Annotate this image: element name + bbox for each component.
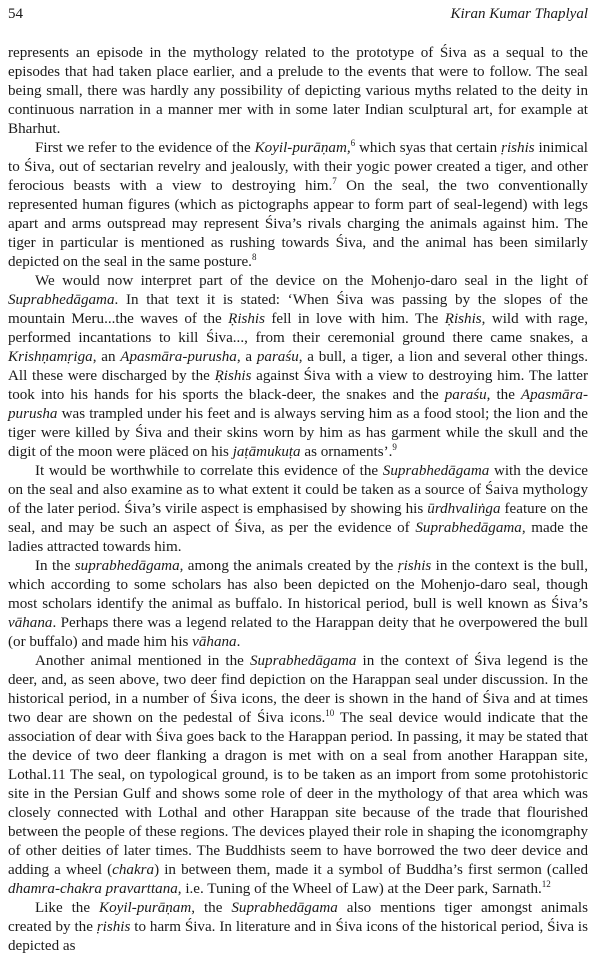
text-run: also mentions tiger amongst animals created by the: [8, 900, 588, 935]
text-run: fell in love with him. The: [265, 311, 445, 327]
text-run: to harm Śiva. In literature and in Śiva icons of the historical period, Śiva is depicted as: [8, 919, 588, 954]
paragraph-1: [8, 44, 588, 139]
italic-term: Apasmāra-purusha: [120, 349, 237, 365]
paragraph-7: [8, 899, 588, 956]
text-run: ) in between them, made it a symbol of Buddha’s first sermon (called: [154, 862, 588, 878]
italic-term: Koyil-purāṇam,: [254, 140, 351, 156]
italic-term: Ṛishis: [214, 368, 252, 384]
text-run: .: [236, 634, 241, 650]
italic-term: Suprabhedāgama: [415, 520, 522, 536]
paragraph-4: [8, 462, 588, 557]
text-run: in the context is the bull, which according to some scholars has also been depicted on the Mohenjo-daro seal, though most scholars identify the animal as buffalo. In historical period, bull is well known as Śiva’s: [8, 558, 588, 612]
italic-term: paraśu: [444, 387, 487, 403]
text-run: which syas that certain: [355, 140, 502, 156]
text-run: . In that text it is stated: ‘When Śiva was passing by the slopes of the mountain Meru...the waves of the: [8, 292, 588, 327]
text-run: , made the ladies attracted towards him.: [8, 520, 588, 555]
italic-term: Koyil-purāṇam: [99, 900, 192, 916]
text-run: , a: [236, 349, 257, 365]
text-run: inimical to Śiva, out of sectarian revelry and jealously, with their yogic power created a tiger, and other ferocious beasts with a view to destroying him.: [8, 140, 588, 194]
italic-term: paraśu: [256, 349, 299, 365]
italic-term: Suprabhedāgama: [382, 463, 490, 479]
text-run: , wild with rage, performed incantations to kill Śiva..., from their ceremonial ground there came snakes, a: [8, 311, 588, 346]
text-run: was trampled under his feet and is always serving him as a food stool; the lion and the tiger were killed by Śiva and their skins worn by him as has garment while the skull and the digit of the moon were pläced on his: [8, 406, 588, 460]
footnote-ref: 9: [392, 441, 397, 452]
paragraph-6: [8, 652, 588, 899]
text-run: , an: [92, 349, 121, 365]
italic-term: vāhana: [192, 634, 237, 650]
text-run: Like the: [35, 900, 99, 916]
text-run: represents an episode in the mythology related to the prototype of Śiva as a sequal to the episodes that had taken place earlier, and a prelude to the events that were to follow. The seal being small, there was hardly any possibility of depicting various myths related to the deity in continuous narration in a manner mer with in some later Indian sculptural art, for example at Bharhut.: [8, 45, 588, 137]
italic-term: Suprabhedāgama: [231, 900, 338, 916]
text-run: On the seal, the two conventionally represented human figures (which as pictographs appear to form part of seal-legend) with legs apart and arms outspread may represent Śiva’s rivals charging the animals against him. The tiger in particular is mentioned as rushing towards Śiva, and the animal has been similarly depicted on the seal in the same posture.: [8, 178, 588, 270]
italic-term: dhamra-chakra pravarttana: [8, 881, 178, 897]
italic-term: ṛishis: [96, 919, 131, 935]
paragraph-5: [8, 557, 588, 652]
footnote-ref: 8: [251, 251, 257, 262]
text-run: , the: [191, 900, 232, 916]
text-run: , a bull, a tiger, a lion and several other things. All these were discharged by the: [8, 349, 589, 384]
italic-term: chakra: [112, 862, 155, 878]
paragraph-3: [8, 272, 588, 462]
footnote-ref: 10: [325, 707, 335, 718]
text-run: , i.e. Tuning of the Wheel of Law) at the Deer park, Sarnath.: [177, 881, 542, 897]
text-run: , among the animals created by the: [179, 558, 398, 574]
footnote-ref: 6: [350, 137, 356, 148]
italic-term: Krishṇamṛiga: [8, 349, 93, 365]
italic-term: ṛishis: [501, 140, 535, 156]
italic-term: Suprabhedāgama: [249, 653, 357, 669]
italic-term: Suprabhedāgama: [8, 292, 115, 308]
italic-term: suprabhedāgama: [74, 558, 180, 574]
text-run: Another animal mentioned in the: [35, 653, 250, 669]
text-run: The seal device would indicate that the association of dear with Śiva goes back to the Harappan period. In passing, it may be stated that the device of two deer flanking a dragon is met with on a seal from another Harappan site, Lothal.11 The seal, on typological ground, is to be taken as an import from some protohistoric site in the Persian Gulf and shows some role of deer in the mythology of that area which was closely connected with Lothal and other Harappan site because of the trade that flourished between the people of these regions. The devices played their role in shaping the iconomgraphy of other deities of later times. The Buddhists seem to have borrowed the two deer device and adding a wheel (: [8, 710, 588, 878]
italic-term: vāhana: [8, 615, 53, 631]
text-run: We would now interpret part of the device on the Mohenjo-daro seal in the light of: [35, 273, 588, 289]
text-run: . Perhaps there was a legend related to the Harappan deity that he overpowered the bull (or buffalo) and made him his: [8, 615, 588, 650]
text-run: in the context of Śiva legend is the deer, and, as seen above, two deer find depiction on the Harappan seal under discussion. In the historical period, in a number of Śiva icons, the deer is shown in the hand of Śiva and at times two dear are shown on the pedestal of Śiva icons.: [8, 653, 588, 726]
text-run: First we refer to the evidence of the: [35, 140, 255, 156]
page-number: 54: [8, 6, 23, 22]
footnote-ref: 7: [332, 175, 337, 186]
text-run: as ornaments’.: [300, 444, 393, 460]
italic-term: ṛishis: [397, 558, 432, 574]
italic-term: Apasmāra-purusha: [8, 387, 588, 422]
italic-term: Ṛishis: [228, 311, 265, 327]
text-run: against Śiva with a view to destroying him. The latter took into his hands for his sports the black-deer, the snakes and the: [8, 368, 588, 403]
text-run: feature on the seal, and may be such an aspect of Śiva, as per the evidence of: [8, 501, 588, 536]
text-run: with the device on the seal and also examine as to what extent it could be taken as a source of Śaiva mythology of the later period. Śiva’s virile aspect is emphasised by showing his: [8, 463, 588, 517]
paragraph-2: [8, 139, 588, 272]
text-run: In the: [35, 558, 75, 574]
italic-term: jaṭāmukuṭa: [232, 444, 301, 460]
footnote-ref: 12: [541, 878, 551, 889]
text-run: It would be worthwhile to correlate this evidence of the: [35, 463, 383, 479]
page-header: [8, 2, 588, 26]
italic-term: Ṛishis: [444, 311, 482, 327]
body-text: [8, 44, 588, 956]
italic-term: ūrdhvaliṅga: [427, 501, 501, 517]
running-head: Kiran Kumar Thaplyal: [450, 6, 588, 22]
text-run: , the: [486, 387, 521, 403]
